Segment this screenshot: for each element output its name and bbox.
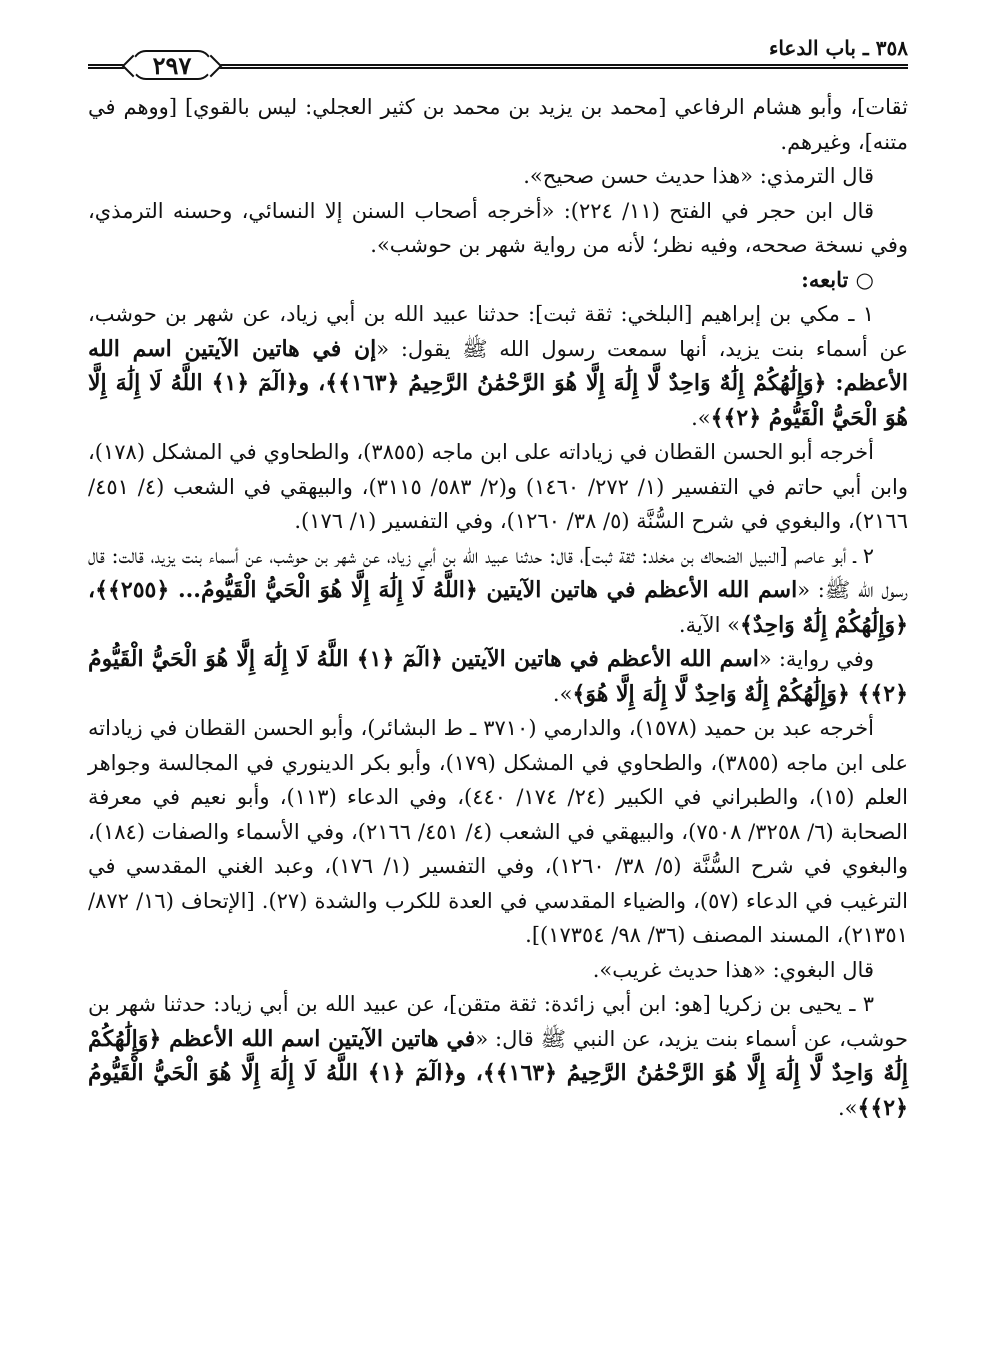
- narration-1-text: إن في هاتين الآيتين اسم الله الأعظم: ﴿وَإِلَٰهُكُمْ إِلَٰهٌ وَاحِدٌ لَّا إِلَٰهَ إِلَّا هُوَ الرَّحْمَٰنُ الرَّحِيمُ ﴿١٦٣﴾﴾، و﴿الٓمٓ ﴿١﴾ اللَّهُ لَا إِلَٰهَ إِلَّا هُوَ الْحَيُّ الْقَيُّومُ ﴿٢﴾﴾: [88, 335, 908, 431]
- paragraph-other-narration: [88, 642, 908, 711]
- narration-1-end: ».: [691, 405, 711, 430]
- paragraph-narration-1: [88, 297, 908, 435]
- other-narration-text: اسم الله الأعظم في هاتين الآيتين ﴿الٓمٓ ﴿١﴾ اللَّهُ لَا إِلَٰهَ إِلَّا هُوَ الْحَيُّ الْقَيُّومُ ﴿٢﴾﴾ ﴿وَإِلَٰهُكُمْ إِلَٰهٌ وَاحِدٌ لَّا إِلَٰهَ إِلَّا هُوَ﴾: [88, 646, 908, 707]
- paragraph-takhrij-2: أخرجه عبد بن حميد (١٥٧٨)، والدارمي (٣٧١٠ ـ ط البشائر)، وأبو الحسن القطان في زياداته على ابن ماجه (٣٨٥٥)، والطحاوي في المشكل (١٧٩)، وأبو بكر الدينوري في المجالسة وجواهر العلم (١٥)، والطبراني في الكبير (٢٤/ ١٧٤/ ٤٤٠)، وفي الدعاء (١١٣)، وأبو نعيم في معرفة الصحابة (٦/ ٣٢٥٨/ ٧٥٠٨)، والبيهقي في الشعب (٤/ ٤٥١/ ٢١٦٦)، وفي الأسماء والصفات (١٨٤)، والبغوي في شرح السُّنَّة (٥/ ٣٨/ ١٢٦٠)، وفي التفسير (١/ ١٧٦)، وعبد الغني المقدسي في الترغيب في الدعاء (٥٧)، والضياء المقدسي في العدة للكرب والشدة (٢٧). [الإتحاف (١٦/ ٨٧٢/ ٢١٣٥١)، المسند المصنف (٣٦/ ٩٨/ ١٧٣٥٤)].: [88, 716, 909, 947]
- paragraph-tirmidhi-quote: قال الترمذي: «هذا حديث حسن صحيح».: [523, 164, 874, 188]
- paragraph-narration-2: [88, 539, 908, 643]
- narration-3-end: ».: [837, 1095, 858, 1120]
- narration-2-chain: ٢ ـ أبو عاصم [النبيل الضحاك بن مخلد: ثقة ثبت]، قال: حدثنا عبيد الله بن أبي زياد، عن شهر بن حوشب، عن أسماء بنت يزيد، قالت: قال رسول الله ﷺ: «: [88, 543, 908, 602]
- other-narration-end: ».: [552, 681, 573, 706]
- page-body: [88, 90, 908, 1125]
- paragraph-narration-3: [88, 987, 908, 1125]
- narration-3-text: في هاتين الآيتين اسم الله الأعظم ﴿وَإِلَٰهُكُمْ إِلَٰهٌ وَاحِدٌ لَّا إِلَٰهَ إِلَّا هُوَ الرَّحْمَٰنُ الرَّحِيمُ ﴿١٦٣﴾﴾، و﴿الٓمٓ ﴿١﴾ اللَّهُ لَا إِلَٰهَ إِلَّا هُوَ الْحَيُّ الْقَيُّومُ ﴿٢﴾﴾: [88, 1025, 909, 1121]
- page-header: [88, 20, 908, 90]
- paragraph-continuation: ثقات]، وأبو هشام الرفاعي [محمد بن يزيد بن محمد بن كثير العجلي: ليس بالقوي] [ووهم في متنه]، وغيرهم.: [88, 95, 908, 154]
- narration-1-chain: ١ ـ مكي بن إبراهيم [البلخي: ثقة ثبت]: حدثنا عبيد الله بن أبي زياد، عن شهر بن حوشب، عن أسماء بنت يزيد، أنها سمعت رسول الله ﷺ يقول: «: [88, 302, 908, 361]
- narration-3-chain: ٣ ـ يحيى بن زكريا [هو: ابن أبي زائدة: ثقة متقن]، عن عبيد الله بن أبي زياد: حدثنا شهر بن حوشب، عن أسماء بنت يزيد، عن النبي ﷺ قال: «: [88, 992, 908, 1051]
- paragraph-ibn-hajar: قال ابن حجر في الفتح (١١/ ٢٢٤): «أخرجه أصحاب السنن إلا النسائي، وحسنه الترمذي، وفي نسخة صححه، وفيه نظر؛ لأنه من رواية شهر بن حوشب».: [88, 198, 908, 257]
- other-narration-intro: وفي رواية: «: [758, 647, 874, 671]
- book-page: [88, 20, 908, 1330]
- page-number: ٢٩٧: [132, 50, 212, 80]
- paragraph-takhrij-1: أخرجه أبو الحسن القطان في زياداته على ابن ماجه (٣٨٥٥)، والطحاوي في المشكل (١٧٨)، وابن أبي حاتم في التفسير (١/ ٢٧٢/ ١٤٦٠) و(٢/ ٥٨٣/ ٣١١٥)، والبيهقي في الشعب (٤/ ٤٥١/ ٢١٦٦)، والبغوي في شرح السُّنَّة (٥/ ٣٨/ ١٢٦٠)، وفي التفسير (١/ ١٧٦).: [88, 440, 909, 533]
- paragraph-tabaahu-heading: ○ تابعه:: [801, 266, 874, 292]
- chapter-title: ٣٥٨ ـ باب الدعاء: [768, 36, 908, 60]
- paragraph-baghawi-quote: قال البغوي: «هذا حديث غريب».: [592, 957, 874, 982]
- narration-2-text: اسم الله الأعظم في هاتين الآيتين ﴿اللَّهُ لَا إِلَٰهَ إِلَّا هُوَ الْحَيُّ الْقَيُّومُ... ﴿٢٥٥﴾﴾، ﴿وَإِلَٰهُكُمْ إِلَٰهٌ وَاحِدٌ﴾: [88, 577, 908, 638]
- narration-2-end: » الآية.: [678, 612, 741, 637]
